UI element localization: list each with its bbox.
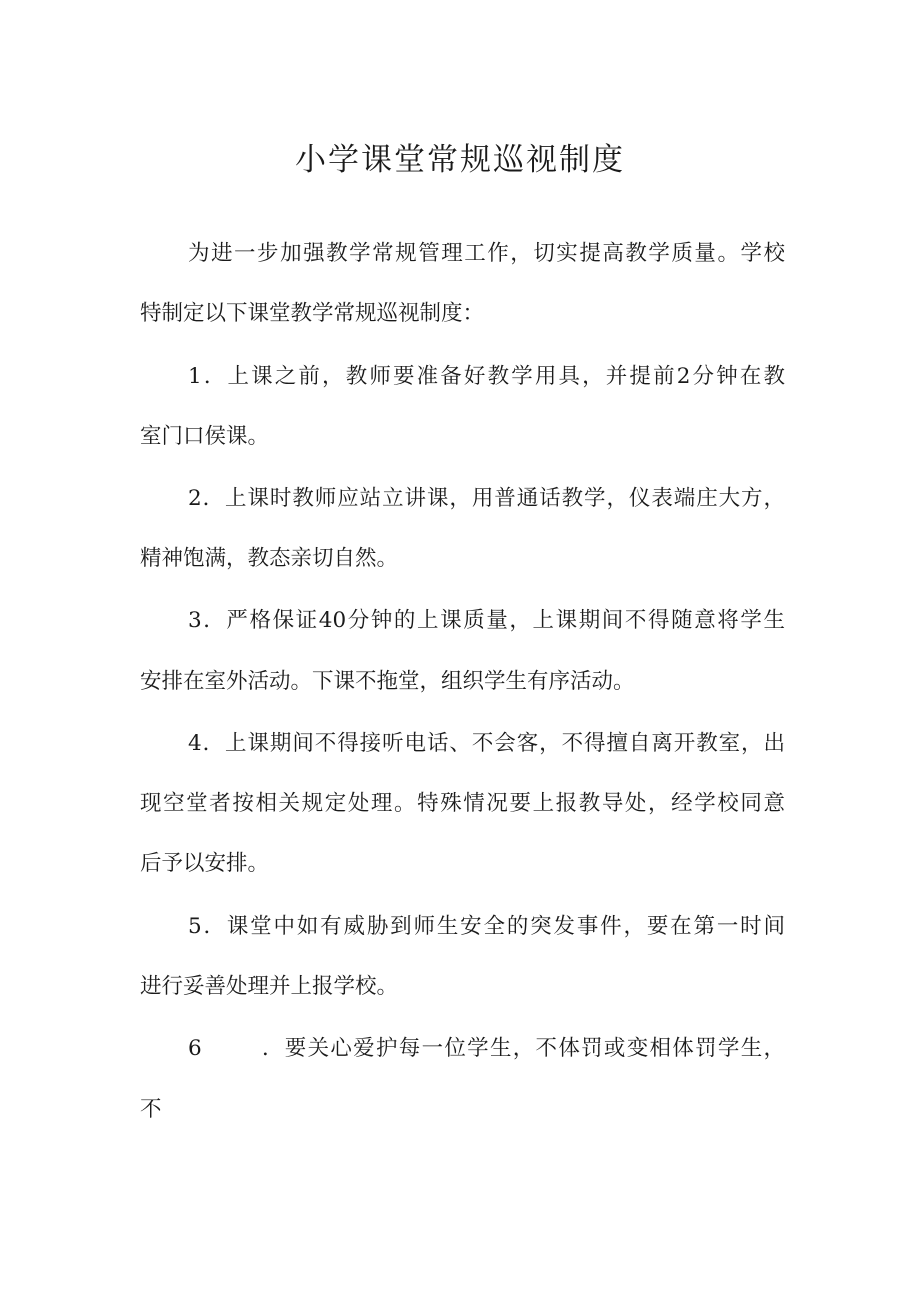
item-6-line-2: 不 xyxy=(140,1097,162,1122)
item-6-line-1: ．要关心爱护每一位学生，不体罚或变相体罚学生， xyxy=(262,1036,785,1061)
item-4-line-2: 现空堂者按相关规定处理。特殊情况要上报教导处，经学校同意 xyxy=(140,791,785,816)
paragraph-intro-line-2: 特制定以下课堂教学常规巡视制度： xyxy=(140,301,485,326)
item-4-line-1: 4．上课期间不得接听电话、不会客，不得擅自离开教室，出 xyxy=(188,731,785,756)
item-5-line-2: 进行妥善处理并上报学校。 xyxy=(140,974,399,999)
item-1-line-2: 室门口侯课。 xyxy=(140,424,270,449)
item-4-line-3: 后予以安排。 xyxy=(140,851,270,876)
item-2-line-1: 2．上课时教师应站立讲课，用普通话教学，仪表端庄大方， xyxy=(188,486,785,511)
item-1-line-1: 1．上课之前，教师要准备好教学用具，并提前2分钟在教 xyxy=(188,364,785,389)
item-5-line-1: 5．课堂中如有威胁到师生安全的突发事件，要在第一时间 xyxy=(188,914,785,939)
item-2-line-2: 精神饱满，教态亲切自然。 xyxy=(140,546,399,571)
paragraph-intro-line-1: 为进一步加强教学常规管理工作，切实提高教学质量。学校 xyxy=(188,241,785,266)
item-3-line-2: 安排在室外活动。下课不拖堂，组织学生有序活动。 xyxy=(140,669,635,694)
item-6-number: 6 xyxy=(188,1036,202,1061)
document-title: 小学课堂常规巡视制度 xyxy=(295,142,625,178)
item-3-line-1: 3．严格保证40分钟的上课质量，上课期间不得随意将学生 xyxy=(188,608,785,633)
